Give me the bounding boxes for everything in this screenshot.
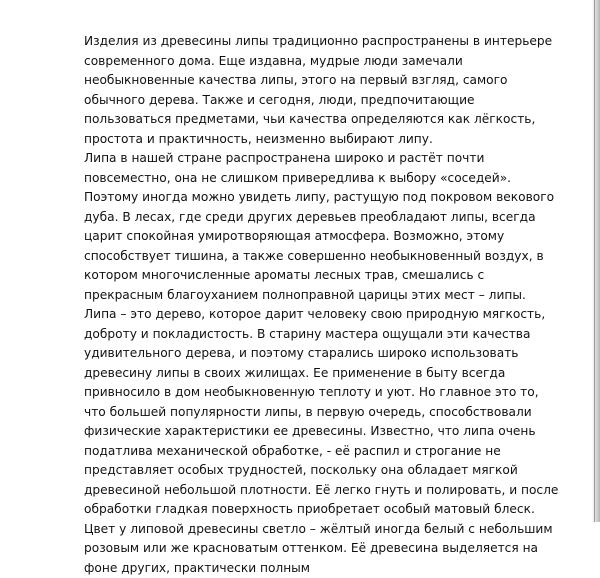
paragraph-2: Липа в нашей стране распространена широко и растёт почти повсеместно, она не слишком привередлива к выбору «соседей». Поэтому иногда можно увидеть липу, растущую под покровом векового дуба. В лесах, где среди других деревьев преобладают липы, всегда царит спокойная умиротворяющая атмосфера. Возможно, этому способствует тишина, а также совершенно необыкновенный воздух, в котором многочисленные ароматы лесных трав, смешались с прекрасным благоуханием полноправной царицы этих мест – липы. <box>84 151 555 302</box>
paragraph-3: Липа – это дерево, которое дарит человеку свою природную мягкость, доброту и покладистость. В старину мастера ощущали эти качества удивительного дерева, и поэтому старались широко использовать древесину липы в своих жилищах. Ее применение в быту всегда привносило в дом необыкновенную теплоту и уют. Но главное это то, что большей популярности липы, в первую очередь, способствовали физические характеристики ее древесины. Известно, что липа очень податлива механической обработке, - её распил и строгание не представляет особых трудностей, поскольку она обладает мягкой древесиной небольшой плотности. Её легко гнуть и полировать, и после обработки гладкая поверхность приобретает особый матовый блеск. Цвет у липовой древесины светло – жёлтый иногда белый с небольшим розовым или же красноватым оттенком. Её древесина выделяется на фоне других, практически полным <box>84 307 559 575</box>
paragraph-1: Изделия из древесины липы традиционно распространены в интерьере современного дома. Еще издавна, мудрые люди замечали необыкновенные качества липы, этого на первый взгляд, самого обычного дерева. Также и сегодня, люди, предпочитающие пользоваться предметами, чьи качества определяются как лёгкость, простота и практичность, неизменно выбирают липу. <box>84 34 553 146</box>
document-body <box>84 32 564 578</box>
page-edge-line <box>594 0 595 522</box>
